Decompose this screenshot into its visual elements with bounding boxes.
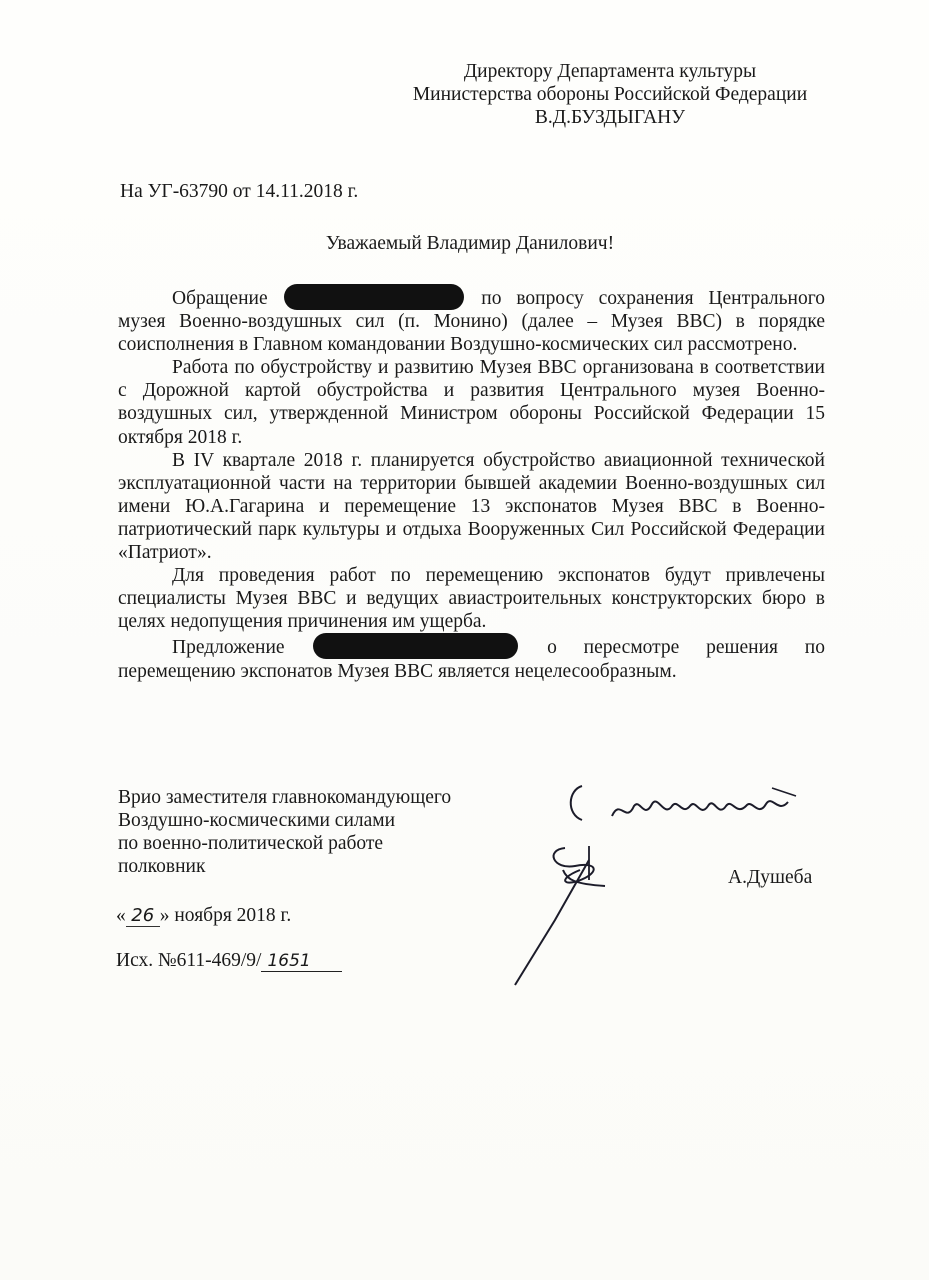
signer-title-block: Врио заместителя главнокомандующего Воздушно-космическими силами по военно-политической работе полковник <box>118 787 452 877</box>
date-month-year: ноября 2018 г. <box>174 905 292 926</box>
addressee-block <box>340 60 880 129</box>
date-line: « 26 » ноября 2018 г. <box>116 905 292 926</box>
paragraph-5: Предложение о пересмотре решения по перемещению экспонатов Музея ВВС является нецелесообразным. <box>118 633 825 682</box>
outgoing-number: Исх. №611-469/9/ 1651 <box>116 950 342 972</box>
signature <box>505 840 635 990</box>
signer-name: А.Душеба <box>728 867 813 888</box>
reference-line: На УГ-63790 от 14.11.2018 г. <box>120 181 359 202</box>
addressee-position: Директору Департамента культуры <box>463 61 757 82</box>
paragraph-3: В IV квартале 2018 г. планируется обустройство авиационной технической эксплуатационной части на территории бывшей академии Военно-воздушных сил имени Ю.А.Гагарина и перемещение 13 экспонатов Музея ВВС в Военно-патриотический парк культуры и отдыха Вооруженных Сил Российской Федерации «Патриот». <box>118 449 825 564</box>
addressee-ministry: Министерства обороны Российской Федерации <box>412 84 808 105</box>
redaction-mark <box>284 284 464 310</box>
addressee-name: В.Д.БУЗДЫГАНУ <box>534 107 686 128</box>
letter-body <box>118 284 825 683</box>
outgoing-number-handwritten: 1651 <box>261 951 342 972</box>
paragraph-4: Для проведения работ по перемещению экспонатов будут привлечены специалисты Музея ВВС и ведущих авиастроительных конструкторских бюро в целях недопущения причинения им ущерба. <box>118 565 825 633</box>
salutation: Уважаемый Владимир Данилович! <box>325 233 615 254</box>
paragraph-1: Обращение по вопросу сохранения Центрального музея Военно-воздушных сил (п. Монино) (далее – Музея ВВС) в порядке соисполнения в Главном командовании Воздушно-космических сил рассмотрено. <box>118 284 825 356</box>
handwritten-closing <box>560 776 820 846</box>
redaction-mark <box>313 633 518 659</box>
paragraph-2: Работа по обустройству и развитию Музея ВВС организована в соответствии с Дорожной картой обустройства и развития Центрального музея Военно-воздушных сил, утвержденной Министром обороны Российской Федерации 15 октября 2018 г. <box>118 357 825 448</box>
date-day: 26 <box>126 905 160 927</box>
